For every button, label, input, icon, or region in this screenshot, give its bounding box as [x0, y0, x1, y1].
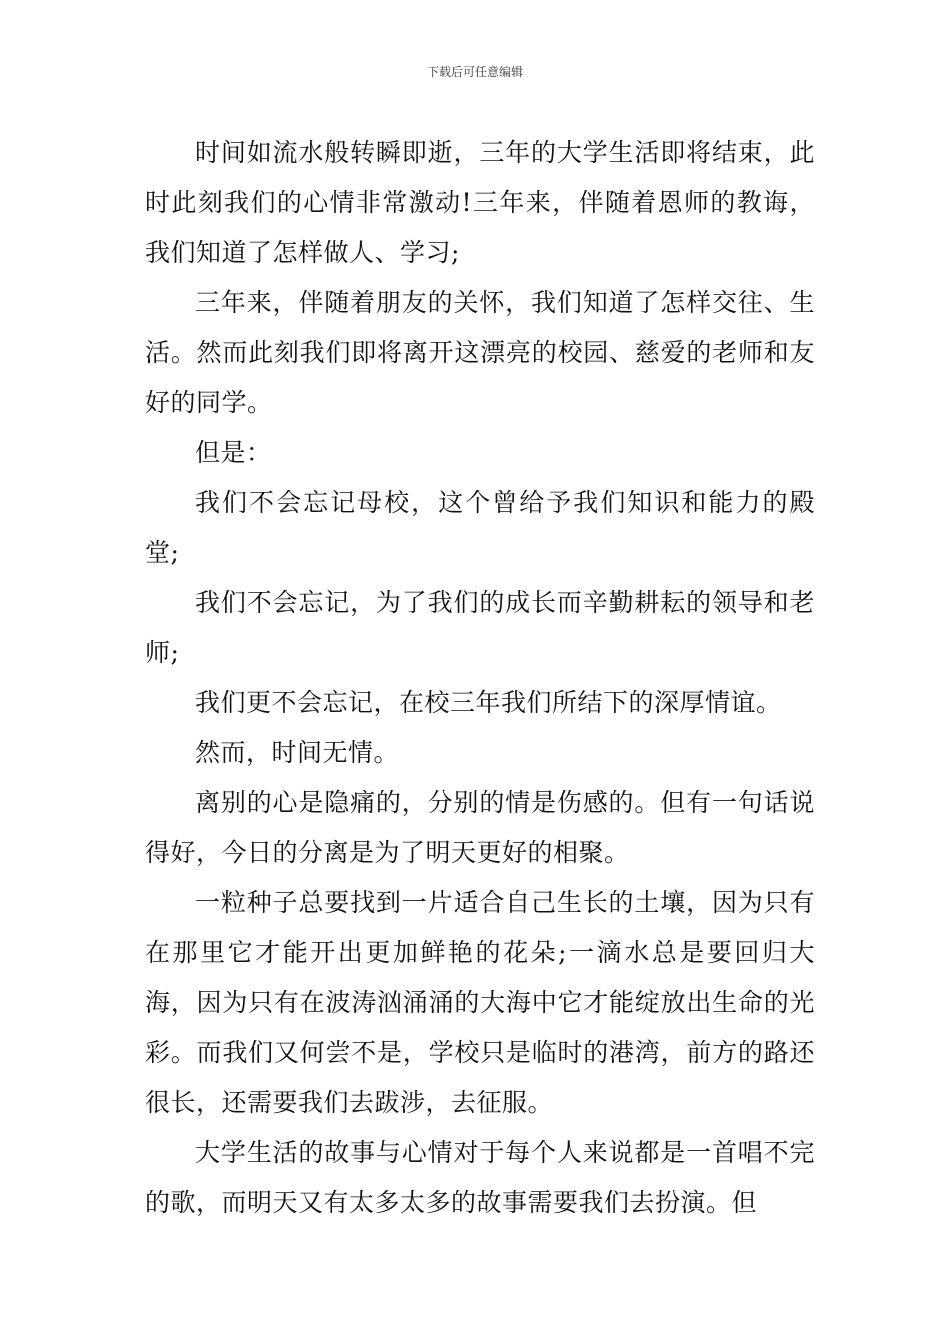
paragraph-3: 但是：	[195, 438, 272, 467]
paragraph-9: 一粒种子总要找到一片适合自己生长的土壤，因为只有在那里它才能开出更加鲜艳的花朵;一滴水总是要回归大海，因为只有在波涛汹涌涌的大海中它才能绽放出生命的光彩。而我们又何尝不是，学校只是临时的港湾，前方的路还很长，还需要我们去跋涉，去征服。	[145, 888, 815, 1117]
paragraph-5: 我们不会忘记，为了我们的成长而辛勤耕耘的领导和老师;	[145, 588, 815, 667]
document-body	[145, 128, 815, 1228]
paragraph-4: 我们不会忘记母校，这个曾给予我们知识和能力的殿堂;	[145, 488, 815, 567]
paragraph-2: 三年来，伴随着朋友的关怀，我们知道了怎样交往、生活。然而此刻我们即将离开这漂亮的校园、慈爱的老师和友好的同学。	[145, 288, 815, 417]
page-header: 下载后可任意编辑	[426, 65, 523, 79]
paragraph-10: 大学生活的故事与心情对于每个人来说都是一首唱不完的歌，而明天又有太多太多的故事需要我们去扮演。但	[145, 1138, 815, 1217]
paragraph-1: 时间如流水般转瞬即逝，三年的大学生活即将结束，此时此刻我们的心情非常激动!三年来，伴随着恩师的教诲，我们知道了怎样做人、学习;	[145, 138, 815, 267]
paragraph-7: 然而，时间无情。	[195, 738, 400, 767]
paragraph-6: 我们更不会忘记，在校三年我们所结下的深厚情谊。	[195, 688, 782, 717]
paragraph-8: 离别的心是隐痛的，分别的情是伤感的。但有一句话说得好，今日的分离是为了明天更好的相聚。	[145, 788, 815, 867]
